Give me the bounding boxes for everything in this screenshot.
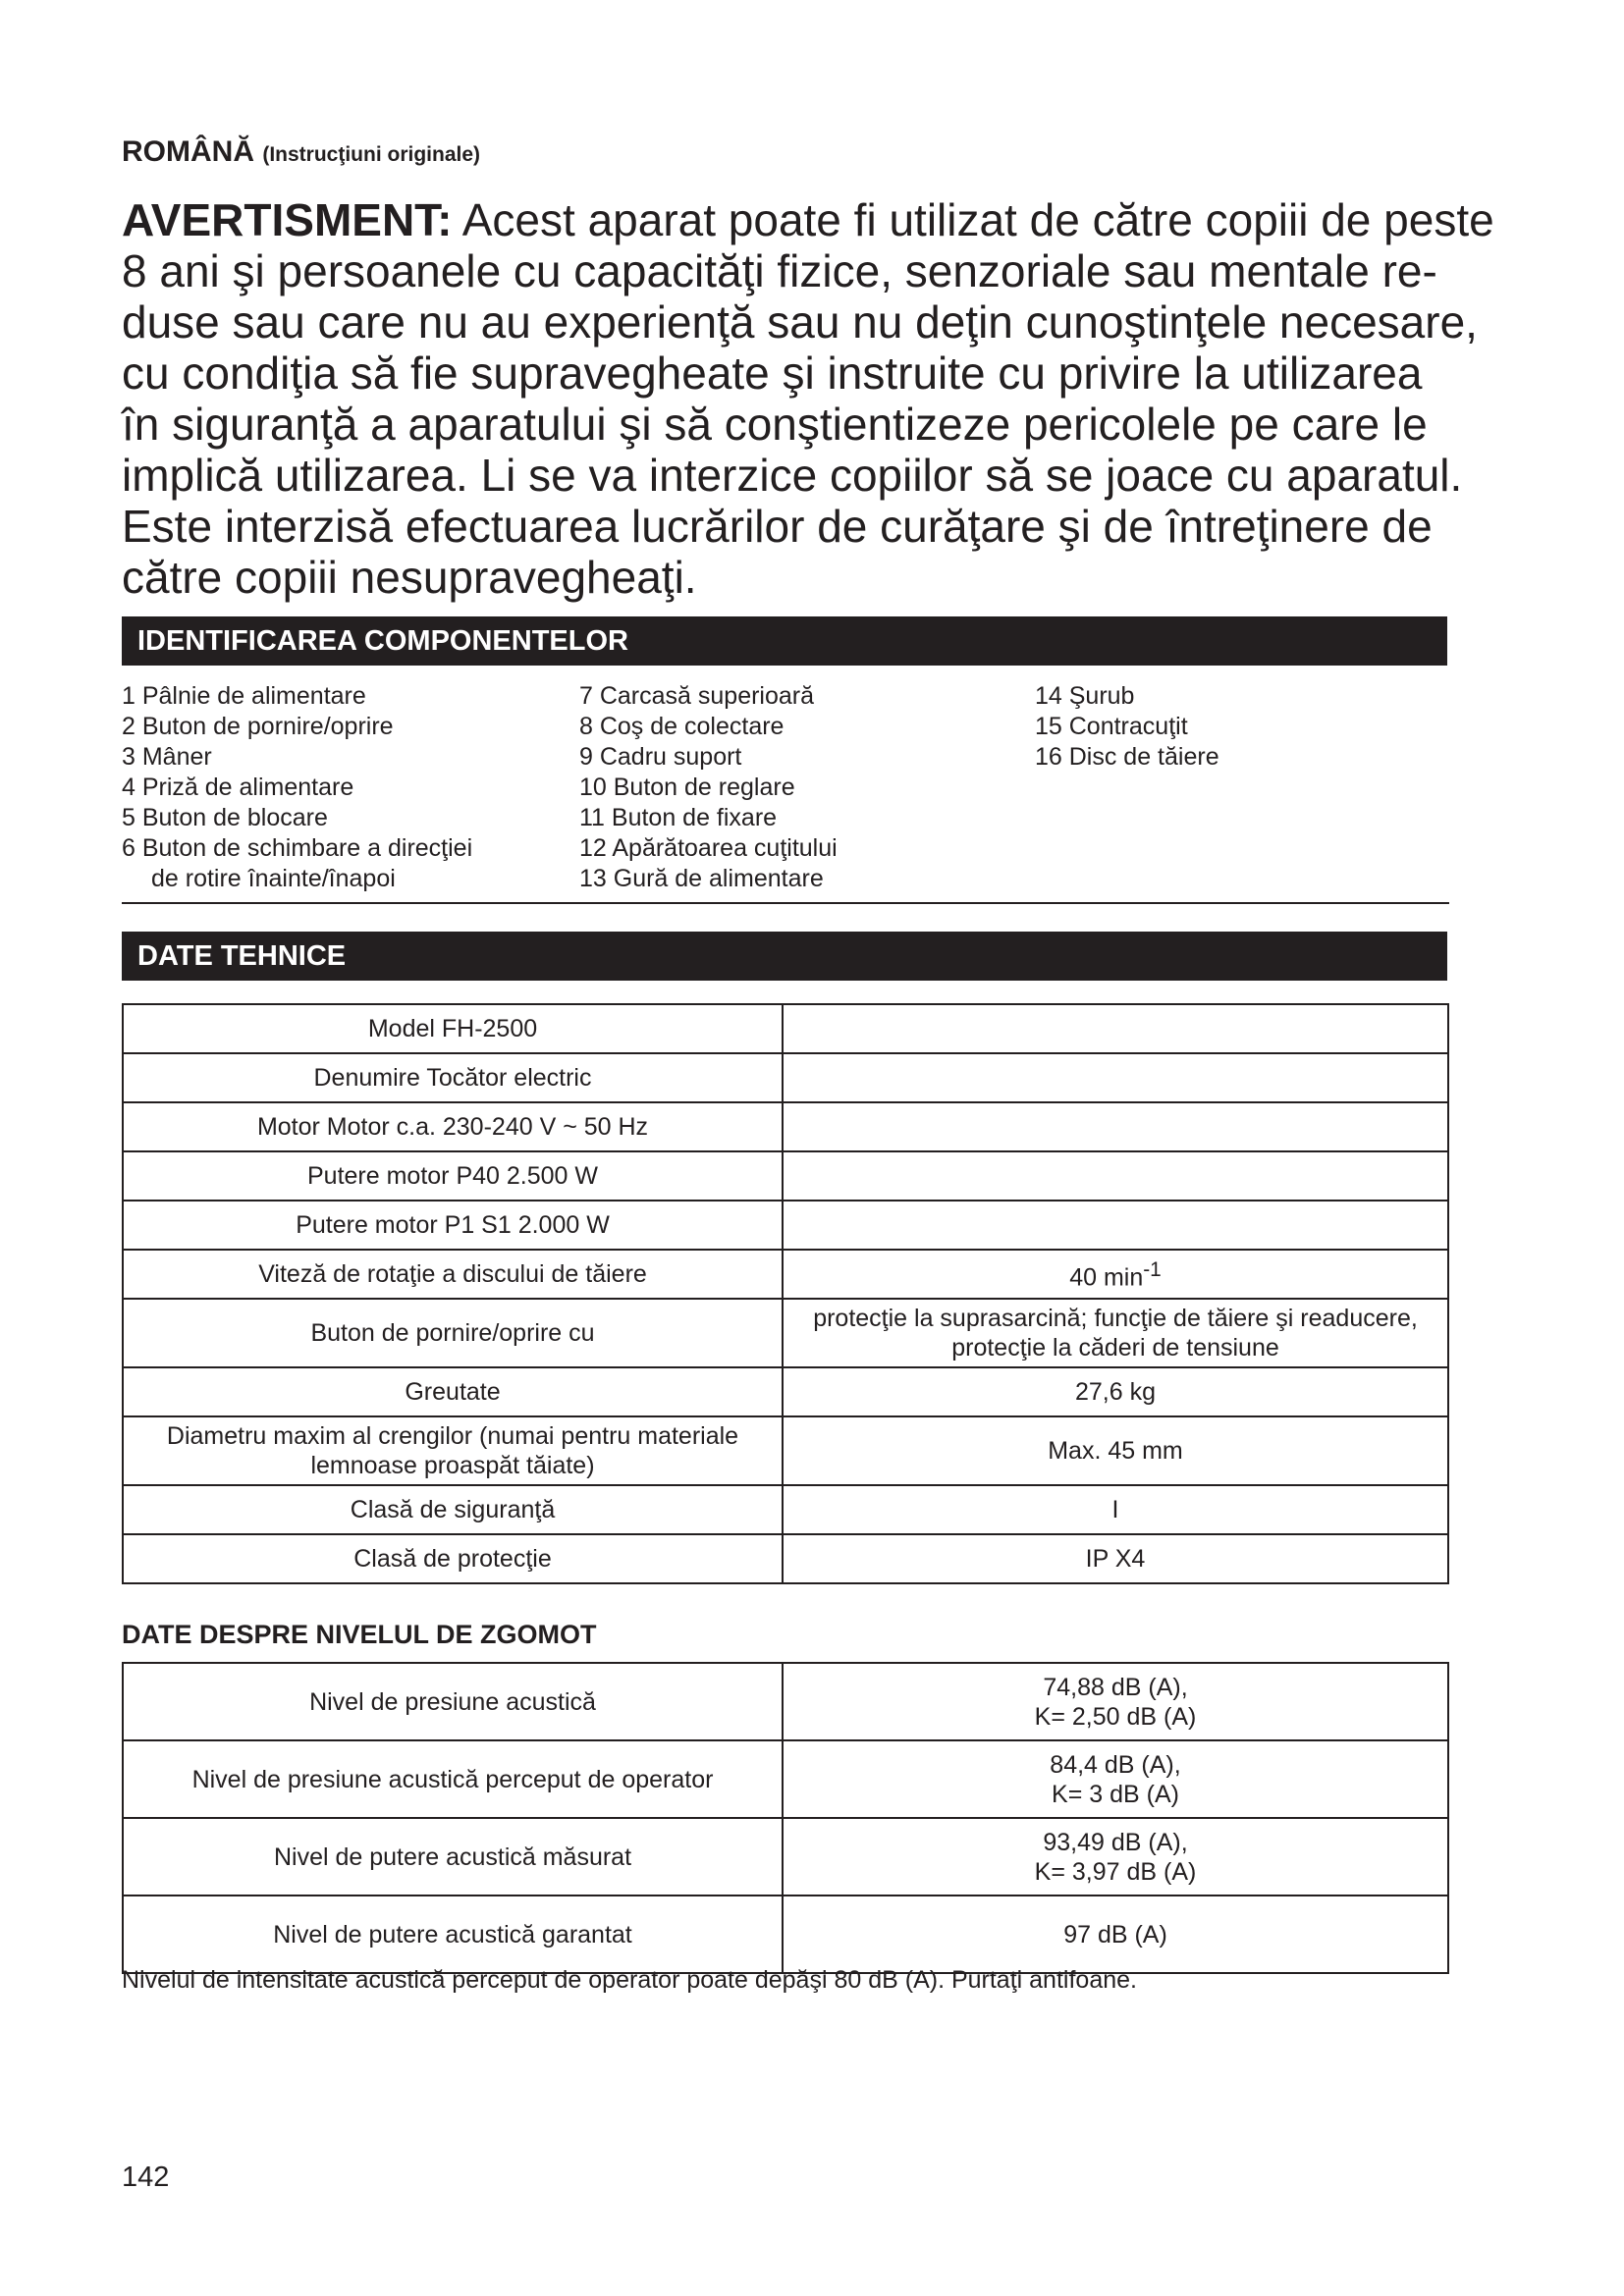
table-cell-label: Denumire Tocător electric [123,1053,783,1102]
table-cell-label: Nivel de putere acustică măsurat [123,1818,783,1896]
warning-label: AVERTISMENT: [122,194,453,245]
table-row [123,1299,1448,1367]
table-cell-label: Motor Motor c.a. 230-240 V ~ 50 Hz [123,1102,783,1151]
warning-paragraph [122,194,1496,603]
table-cell-value [783,1740,1448,1818]
table-row [123,1053,1448,1102]
table-row [123,1201,1448,1250]
table-cell-label: Nivel de presiune acustică [123,1663,783,1740]
rotation-speed-unit-exponent: -1 [1143,1258,1162,1282]
table-cell-label: Viteză de rotaţie a discului de tăiere [123,1250,783,1299]
noise-section-title: DATE DESPRE NIVELUL DE ZGOMOT [122,1620,597,1649]
component-item: 4 Priză de alimentare [122,774,354,801]
component-item: 16 Disc de tăiere [1035,743,1219,771]
page-number: 142 [122,2162,170,2193]
component-item: 8 Coş de colectare [579,713,785,740]
table-row [123,1663,1448,1740]
table-row [123,1485,1448,1534]
table-cell-label: Model FH-2500 [123,1004,783,1053]
components-column-1 [122,681,472,894]
warning-line-1 [122,194,1496,245]
table-cell-value [783,1663,1448,1740]
table-cell-label: Buton de pornire/oprire cu [123,1299,783,1367]
component-item: 10 Buton de reglare [579,774,795,801]
table-cell-label: Nivel de presiune acustică perceput de operator [123,1740,783,1818]
cell-line: protecţie la suprasarcină; funcţie de tăiere şi readucere, [813,1305,1418,1332]
component-item: 14 Şurub [1035,682,1135,710]
table-cell-value [783,1201,1448,1250]
component-item: 6 Buton de schimbare a direcţiei [122,834,473,862]
cell-line: lemnoase proaspăt tăiate) [310,1452,595,1479]
warning-line-3: duse sau care nu au experienţă sau nu deţin cunoştinţele necesare, [122,296,1478,347]
cell-line: 84,4 dB (A), [1050,1750,1181,1779]
table-cell-value [783,1102,1448,1151]
warning-line-5: în siguranţă a aparatului şi să conştientizeze pericolele pe care le [122,399,1428,450]
table-row [123,1416,1448,1485]
component-item: 2 Buton de pornire/oprire [122,713,394,740]
noise-data-table [122,1662,1449,1974]
warning-line-6: implică utilizarea. Li se va interzice copiilor să se joace cu aparatul. [122,450,1463,501]
table-cell-value: 97 dB (A) [783,1896,1448,1973]
cell-line: 74,88 dB (A), [1043,1673,1188,1701]
table-row [123,1534,1448,1583]
cell-line: protecţie la căderi de tensiune [951,1334,1279,1362]
tech-data-table [122,1003,1449,1584]
table-row [123,1740,1448,1818]
table-cell-label: Clasă de siguranţă [123,1485,783,1534]
table-cell-value [783,1004,1448,1053]
table-cell-value [783,1250,1448,1299]
rotation-speed-value: 40 min [1069,1263,1144,1292]
table-row [123,1250,1448,1299]
language-heading [122,135,480,169]
table-cell-label: Putere motor P1 S1 2.000 W [123,1201,783,1250]
table-cell-label: Clasă de protecţie [123,1534,783,1583]
table-cell-value: Max. 45 mm [783,1416,1448,1485]
table-cell-value: I [783,1485,1448,1534]
component-item: 9 Cadru suport [579,743,742,771]
table-row [123,1367,1448,1416]
components-section-header: IDENTIFICAREA COMPONENTELOR [122,616,1447,666]
table-row [123,1102,1448,1151]
component-item: 3 Mâner [122,743,212,771]
cell-line: K= 3,97 dB (A) [1034,1857,1197,1886]
table-cell-value [783,1151,1448,1201]
component-item: 12 Apărătoarea cuţitului [579,834,838,862]
table-row [123,1896,1448,1973]
warning-line-1-text: Acest aparat poate fi utilizat de către copiii de peste [452,194,1494,245]
language-title: ROMÂNĂ [122,135,254,168]
table-cell-value: IP X4 [783,1534,1448,1583]
table-row [123,1818,1448,1896]
cell-line: K= 3 dB (A) [1052,1780,1179,1808]
cell-line: Diametru maxim al crengilor (numai pentru materiale [166,1422,739,1450]
tech-section-header: DATE TEHNICE [122,932,1447,981]
table-cell-label: Greutate [123,1367,783,1416]
warning-line-4: cu condiţia să fie supravegheate şi instruite cu privire la utilizarea [122,347,1423,399]
table-cell-label [123,1416,783,1485]
table-cell-label: Nivel de putere acustică garantat [123,1896,783,1973]
components-divider [122,902,1449,904]
component-item: 13 Gură de alimentare [579,865,824,892]
table-cell-value [783,1818,1448,1896]
component-item: 1 Pâlnie de alimentare [122,682,366,710]
cell-line: K= 2,50 dB (A) [1034,1702,1197,1731]
language-subtitle: (Instrucţiuni originale) [262,143,481,166]
table-cell-value: 27,6 kg [783,1367,1448,1416]
warning-line-7: Este interzisă efectuarea lucrărilor de curăţare şi de întreţinere de [122,501,1433,552]
table-cell-value [783,1299,1448,1367]
component-item-continuation: de rotire înainte/înapoi [151,865,396,892]
warning-line-2: 8 ani şi persoanele cu capacităţi fizice, senzoriale sau mentale re- [122,245,1437,296]
table-row [123,1004,1448,1053]
table-cell-value [783,1053,1448,1102]
component-item: 11 Buton de fixare [579,804,778,831]
cell-line: 93,49 dB (A), [1043,1828,1188,1856]
table-row [123,1151,1448,1201]
components-column-3 [1035,681,1219,773]
noise-note: Nivelul de intensitate acustică perceput de operator poate depăşi 80 dB (A). Purtaţi antifoane. [122,1966,1137,1994]
component-item: 5 Buton de blocare [122,804,328,831]
table-cell-label: Putere motor P40 2.500 W [123,1151,783,1201]
component-item: 15 Contracuţit [1035,713,1188,740]
components-column-2 [579,681,838,894]
component-item: 7 Carcasă superioară [579,682,815,710]
warning-line-8: către copiii nesupravegheaţi. [122,552,697,603]
